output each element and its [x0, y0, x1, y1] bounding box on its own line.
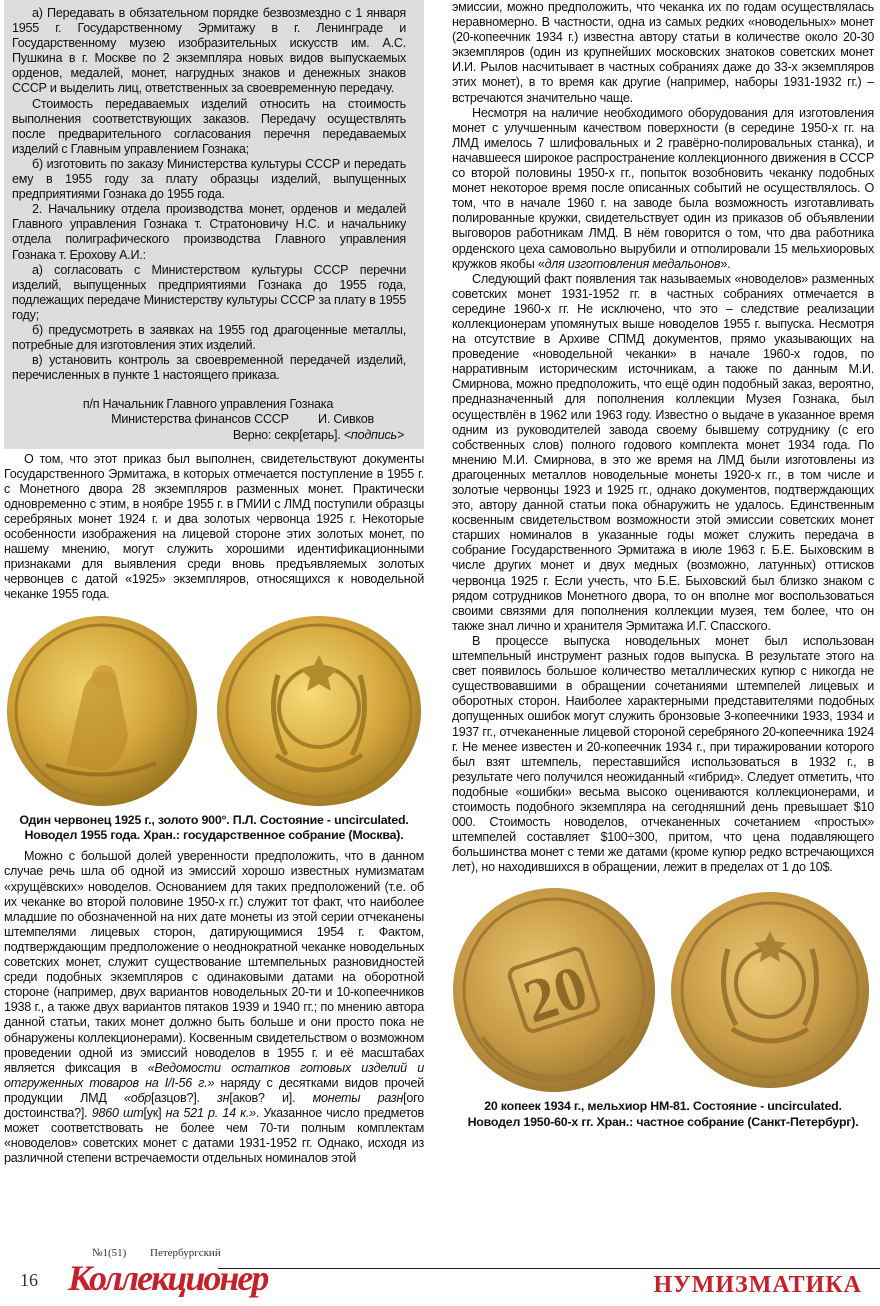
text-run-italic: «обр	[123, 1090, 152, 1105]
kopecks-caption	[452, 1099, 874, 1130]
chervonets-caption-line-2: Новодел 1955 года. Хран.: государственное собрание (Москва).	[24, 827, 404, 842]
kopecks-photo	[452, 885, 874, 1097]
signature-line-2: Министерства финансов СССР И. Сивков	[111, 412, 374, 427]
section-title: НУМИЗМАТИКА	[653, 1272, 862, 1298]
text-run: наряду с десятками видов прочей продукции ЛМД	[4, 1075, 425, 1105]
paragraph-1960s: Следующий факт появления так называемых «новоделов» разменных советских монет 1931-1952 гг. в частных собраниях отмечается в середине 1960-х гг. Не исключено, что это – следствие реализации коллекционерам упомянутых выше новоделов 1955 г. выпуска. Несмотря на отсутствие в Архиве СПМД документов, прямо указывающих на проведение «новодельной чеканки» в начале 1960-х годов, по нарративным историческим источникам, а также по данным М.И. Смирнова, можно предположить, что ещё один подобный заказ, вероятно, предназначенный для пополнения коллекции Музея Гознака, был осуществлён в 1962 или 1963 году. Известно о выдаче в указанное время одним из руководителей завода своему бывшему сотруднику (с его собственных слов) полного годового комплекта монет 1934 года. По мнению М.И. Смирнова, в это же время на ЛМД были изготовлены из драгоценных металлов новодельные монеты 1920-х гг., в том числе и золотые червонцы 1923 и 1925 гг., однако документов, подтверждающих это, автору данной статьи пока обнаружить не удалось. Единственным косвенным свидетельством возможности этой эмиссии советских монет старших номиналов в указанные годы может служить передача в собрание Государственного Эрмитажа в июле 1963 г. Б.Е. Быховским в числе других монет и двух медных (возможно, латунных) оттисков червонца 1925 г. Если учесть, что Б.Е. Быховский был близко знаком с рядом сотрудников Монетного двора, то он вполне мог воспользоваться своими связями для пополнения коллекции музея, тем более, что он также знал лично и хранителя Эрмитажа И.Г. Спасского.	[452, 271, 874, 633]
order-paragraph-3: б) изготовить по заказу Министерства культуры СССР и передать ему в 1955 году за плату образцы изделий, выпущенных предприятиями Гознака до 1955 года.	[12, 156, 406, 202]
signature-line-3	[12, 428, 404, 443]
kopecks-caption-line-2: Новодел 1950-60-х гг. Хран.: частное собрание (Санкт-Петербург).	[467, 1114, 859, 1129]
order-paragraph-4: 2. Начальнику отдела производства монет, орденов и медалей Главного управления Гознака т. Стратоновичу Н.С. и начальнику отдела полиграфического производства Главного управления Гознака т. Ерохову А.И.:	[12, 202, 406, 262]
issue-number: №1(51)	[92, 1247, 127, 1259]
text-run: [азцов?].	[151, 1090, 218, 1105]
chervonets-caption	[4, 813, 424, 844]
order-paragraph-7: в) установить контроль за своевременной передачей изделий, перечисленных в пункте 1 настоящего приказа.	[12, 353, 406, 383]
text-run: [ого достоинства?].	[4, 1090, 424, 1120]
text-run-italic: на 521 р. 14 к.»	[165, 1105, 256, 1120]
text-run-italic: 9860 шт	[91, 1105, 144, 1120]
chervonets-photo	[4, 611, 424, 811]
paragraph-khrushchev-restrikes	[4, 849, 424, 1166]
text-run-italic: «Ведомости остатков готовых изделий и отгруженных товаров на I/I-56 г.»	[4, 1060, 424, 1090]
order-paragraph-6: б) предусмотреть в заявках на 1955 год драгоценные металлы, потребные для изготовления этих изделий.	[12, 322, 406, 353]
kopecks-20-obverse-image	[670, 891, 870, 1089]
order-paragraph-5: а) согласовать с Министерством культуры СССР перечни изделий, выпущенных предприятиями Гознака до 1955 года, подлежащих передаче Министерству культуры СССР за плату в 1955 году;	[12, 262, 406, 322]
paragraph-equipment	[452, 106, 874, 272]
paragraph-die-combinations: В процессе выпуска новодельных монет был использован штемпельный инструмент разных годов выпуска. В результате этого на свет появилось большое количество металлических купюр с никогда не существовавшими в обращении сочетаниями штемпелей лицевых и оборотных сторон. Наиболее характерными представителями подобных допущенных ошибок могут служить бронзовые 3-копеечники 1933, 1934 и 1937 гг., отчеканенные лицевой стороной серебряного 20-копеечника 1924 г. Не менее известен и 20-копеечник 1934 г., при тиражировании которого был взят штемпель, переставшийся использоваться в 1932 г., в результате чего получился неожиданный «гибрид». Следует отметить, что подобные «ошибки» весьма высоко оцениваются коллекционерами, и стоимость подобного экземпляра на сегодняшний день превышает $10 000. Стоимость новоделов, отчеканенных сочетанием «простых» штемпелей составляет $100÷300, притом, что цена подавляющего большинства монет с теми же датами (кроме купюр редко встречающихся лет), но находившихся в обращении, лежит в пределах от 1 до 10$.	[452, 633, 874, 875]
magazine-subtitle: Петербургский	[150, 1247, 221, 1259]
paragraph-emission-continued: эмиссии, можно предположить, что чеканка их по годам осуществлялась неравномерно. В частности, одна из самых редких «новодельных» монет (20-копеечник 1934 г.) известна автору статьи в количестве около 20-30 экземпляров (один из крупнейших московских знатоков советских монет И.И. Рылов насчитывает в частных собраниях даже до 33-х экземпляров этих монет), в то время как другие (например, наборы 1931-1932 гг.) – встречаются значительно чаще.	[452, 0, 874, 105]
page-number: 16	[20, 1270, 38, 1290]
magazine-name: Коллекционер	[68, 1258, 268, 1298]
chervonets-reverse-image	[216, 615, 422, 807]
text-run-italic: монеты разн	[312, 1090, 404, 1105]
chervonets-caption-line-1: Один червонец 1925 г., золото 900°. П.Л. Состояние - uncirculated.	[19, 812, 409, 827]
paragraph-order-fulfilled: О том, что этот приказ был выполнен, свидетельствуют документы Государственного Эрмитажа, в которых отмечается поступление в 1955 г. с Монетного двора 28 экземпляров разменных монет. Практически одновременно с этим, в ноябре 1955 г. в ГМИИ с ЛМД поступили образцы серебряных монет 1924 г. и два золотых червонца 1925 г. Некоторые особенности изображения на лицевой стороне этих золотых монет, по нашему мнению, могут служить хорошими идентификационными признаками для выявления среди вновь предъявляемых золотых червонцев с датой «1925» экземпляров, относящихся к новодельной чеканке 1955 года.	[4, 451, 424, 602]
left-column	[4, 0, 424, 1166]
kopecks-caption-line-1: 20 копеек 1934 г., мельхиор НМ-81. Состояние - uncirculated.	[484, 1099, 842, 1114]
right-column	[452, 0, 874, 1136]
text-run: ».	[720, 256, 731, 271]
text-run: Можно с большой долей уверенности предположить, что в данном случае речь шла об одной из эмиссий хорошо известных нумизматам «хрущёвских» новоделов. Основанием для таких предположений (т.е. об их чеканке во второй половине 1950-х гг.) служит тот факт, что наиболее младшие по обозначенной на них дате монеты из этой серии отчеканены штемпелями лицевых сторон, датирующимися 1954 г. Фактом, подтверждающим предположение о неоднократной чеканке новодельных советских монет, служит существование штемпельных разновидностей среди подобных экземпляров с одинаковыми датами на оборотной стороне (например, двух вариантов новодельных 20-ти и 10-копеечников 1938 г., а также двух вариантов пятаков 1939 и 1940 гг.; по мнению автора данной статьи, таких монет должно быть больше и они просто пока не обнаружены коллекционерами). Косвенным свидетельством о возможном проведении одной из эмиссий новоделов в 1955 г. и её масштабах является фиксация в	[4, 849, 424, 1075]
footer-rule	[218, 1268, 880, 1269]
kopecks-20-reverse-image	[452, 887, 656, 1093]
text-run: [ук]	[143, 1105, 166, 1120]
signature-mark: <подпись>	[343, 427, 404, 442]
order-paragraph-2: Стоимость передаваемых изделий относить на стоимость выполнения соответствующих заказов. Передачу осуществлять после предварительного согласования перечня передаваемых изделий с Главным управлением Гознака;	[12, 96, 406, 156]
text-run-italic: для изготовления медальонов	[544, 256, 721, 271]
svg-text:20: 20	[515, 953, 596, 1038]
text-run-italic: зн	[217, 1090, 230, 1105]
chervonets-obverse-image	[6, 615, 198, 807]
signature-line-1: п/п Начальник Главного управления Гознака	[82, 397, 334, 412]
order-quote-box	[4, 0, 424, 449]
order-signature	[12, 397, 406, 442]
signature-certified: Верно: секр[етарь].	[232, 427, 344, 442]
order-paragraph-1: а) Передавать в обязательном порядке безвозмездно с 1 января 1955 г. Государственному Эрмитажу в г. Ленинграде и Государственному музею изобразительных искусств им. А.С. Пушкина в г. Москве по 2 экземпляра новых видов выпускаемых орденов, медалей, монет, нагрудных знаков и денежных знаков СССР и выделить лиц, ответственных за своевременную передачу.	[12, 6, 406, 96]
text-run: [аков? и].	[229, 1090, 313, 1105]
text-run: . Указанное число предметов может соответствовать не более чем 70-ти полным комплектам «новоделов» советских монет с датами 1931-1952 гг. Однако, исходя из различной степени встречаемости отдельных номиналов этой	[4, 1105, 424, 1166]
text-run: Несмотря на наличие необходимого оборудования для изготовления монет с улучшенным качеством поверхности (в середине 1950-х гг. на ЛМД имелось 7 шлифовальных и 2 гравёрно-полировальных станка), и начавшееся широкое распространение коллекционного движения в СССР со второй половины 1950-х гг., попыток возобновить чеканку подобных монет некоторое время после описанных событий не осуществлялось. О том, что в начале 1960 г. на заводе была возможность изготавливать полированные кружки, свидетельствует один из приказов об объявлении выговоров работникам ЛМД. В нём говорится о том, что два работника орденского цеха самовольно вырубили и отполировали 15 мельхиоровых кружков якобы «	[452, 105, 874, 271]
